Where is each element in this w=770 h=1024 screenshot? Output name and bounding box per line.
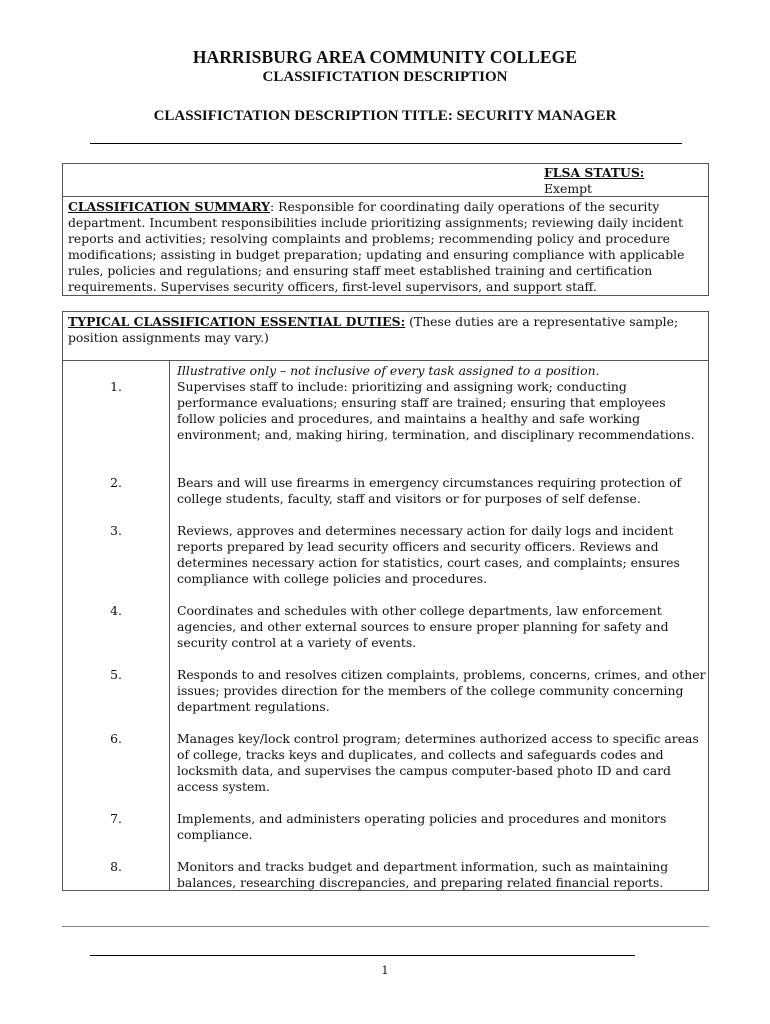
duty-text: Monitors and tracks budget and department information, such as maintaining balances, researching discrepancies, and preparing related financial reports. [177, 859, 669, 890]
header-rule [90, 143, 682, 144]
duty-number: 3. [110, 523, 122, 538]
duty-number: 7. [110, 811, 122, 826]
duty-number: 6. [110, 731, 122, 746]
duty-text: Responds to and resolves citizen complaints, problems, concerns, crimes, and other issues; provides direction for the members of the college community concerning department regulations. [177, 667, 706, 714]
footer-rule [90, 955, 635, 956]
duty-number: 5. [110, 667, 122, 682]
duty-text: Supervises staff to include: prioritizing and assigning work; conducting performance evaluations; ensuring staff are trained; ensuring that employees follow policies and procedures, and maintains a healthy and safe working environment; and, making hiring, termination, and disciplinary recommendations. [177, 379, 695, 442]
duty-number: 8. [110, 859, 122, 874]
duties-heading [68, 314, 708, 346]
duties-note: (These duties are a representative sample; position assignments may vary.) [68, 314, 679, 345]
classification-title: CLASSIFICTATION DESCRIPTION TITLE: SECURITY MANAGER [153, 108, 617, 124]
footer-rule-top [62, 926, 709, 927]
duty-text: Implements, and administers operating policies and procedures and monitors compliance. [177, 811, 667, 842]
duty-text: Coordinates and schedules with other college departments, law enforcement agencies, and other external sources to ensure proper planning for safety and security control at a variety of events. [177, 603, 669, 650]
duty-text: Reviews, approves and determines necessary action for daily logs and incident reports prepared by lead security officers and security officers. Reviews and determines necessary action for statistics, court cases, and complaints; ensures compliance with college policies and procedures. [177, 523, 680, 586]
flsa-divider [62, 196, 709, 197]
page-title: HARRISBURG AREA COMMUNITY COLLEGE [192, 47, 578, 67]
duty-text: Bears and will use firearms in emergency circumstances requiring protection of college students, faculty, staff and visitors or for purposes of self defense. [177, 475, 682, 506]
illustrative-note: Illustrative only – not inclusive of every task assigned to a position. [177, 363, 600, 378]
summary-text: : Responsible for coordinating daily operations of the security department. Incumbent responsibilities include prioritizing assignments; reviewing daily incident reports and activities; resolving complaints and problems; recommending policy and procedure modifications; assisting in budget preparation; updating and ensuring compliance with applicable rules, policies and regulations; and ensuring staff meet established training and certification requirements. Supervises security officers, first-level supervisors, and support staff. [68, 199, 685, 294]
flsa-label: FLSA STATUS: [544, 165, 645, 180]
flsa-value: Exempt [544, 181, 593, 196]
duty-number: 4. [110, 603, 122, 618]
page-subtitle: CLASSIFICTATION DESCRIPTION [262, 69, 508, 85]
duties-label: TYPICAL CLASSIFICATION ESSENTIAL DUTIES: [68, 314, 406, 329]
duty-text: Manages key/lock control program; determines authorized access to specific areas of college, tracks keys and duplicates, and collects and safeguards codes and locksmith data, and supervises the campus computer-based photo ID and card access system. [177, 731, 699, 794]
duty-number: 1. [110, 379, 122, 394]
summary-label: CLASSIFICATION SUMMARY [68, 199, 271, 214]
page-number: 1 [381, 964, 389, 977]
classification-summary [68, 199, 708, 295]
duty-number: 2. [110, 475, 122, 490]
duties-header-divider [62, 360, 709, 361]
